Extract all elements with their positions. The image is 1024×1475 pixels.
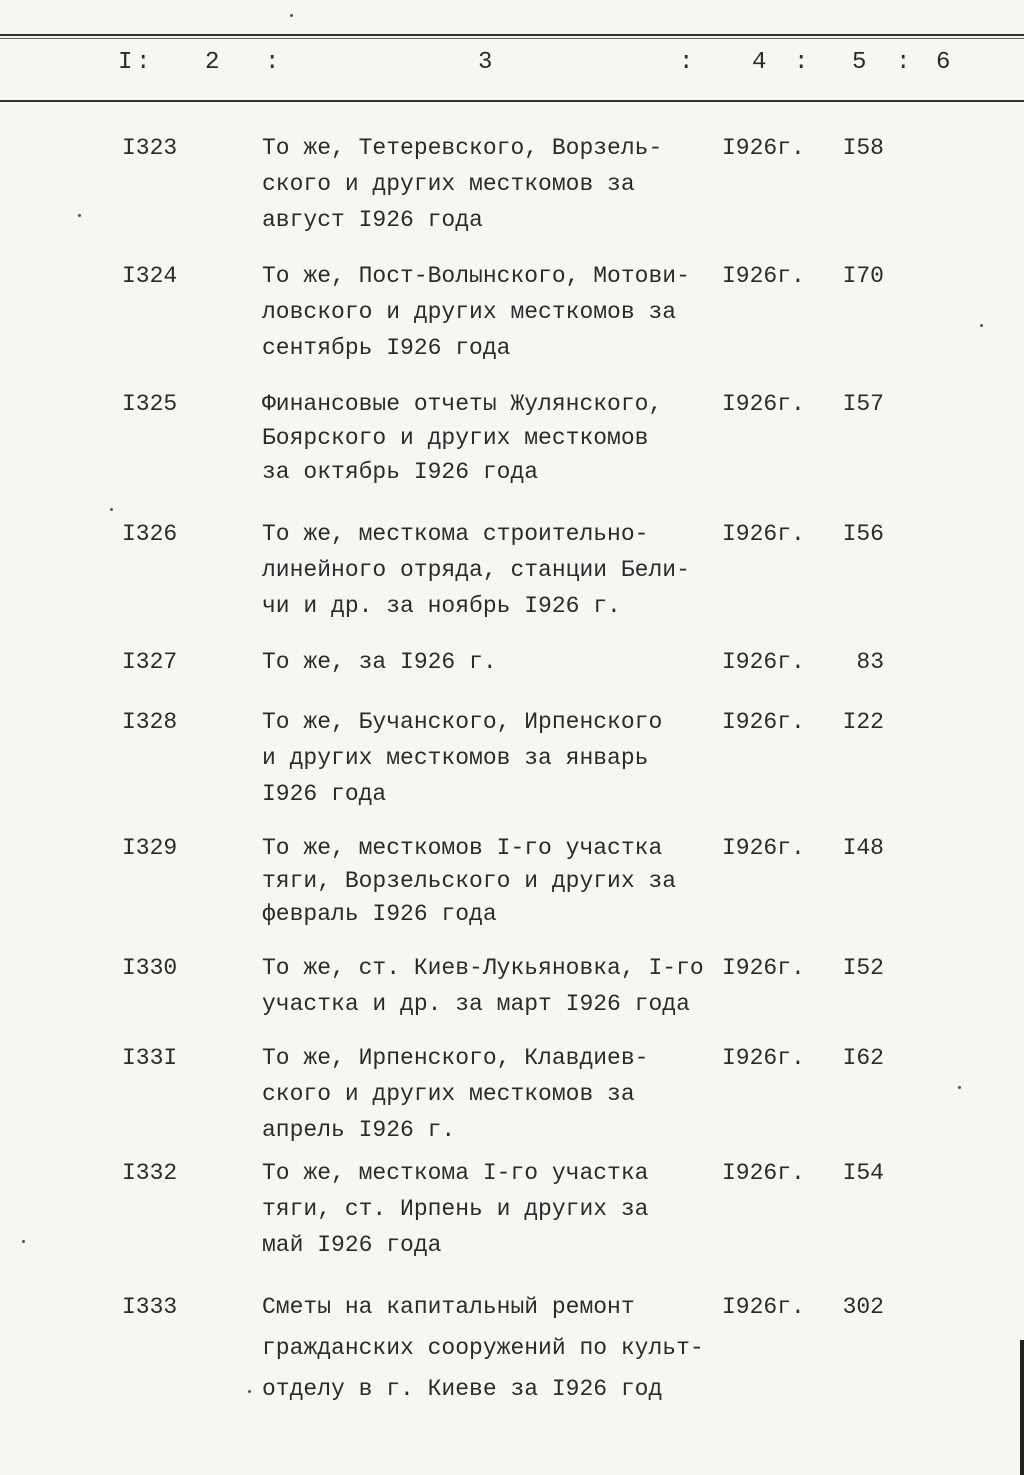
item-sheet-count: 302 bbox=[842, 1294, 884, 1320]
item-year: I926г. bbox=[722, 135, 805, 161]
item-number: I33I bbox=[122, 1045, 178, 1071]
description-line: тяги, Ворзельского и других за bbox=[262, 868, 677, 894]
description-line: чи и др. за ноябрь I926 г. bbox=[262, 593, 621, 619]
description-line: ского и других месткомов за bbox=[262, 171, 635, 197]
description-line: То же, Ирпенского, Клавдиев- bbox=[262, 1045, 649, 1071]
header-sep-5: : bbox=[896, 49, 911, 76]
header-sep-3: : bbox=[679, 49, 694, 76]
description-line: ского и других месткомов за bbox=[262, 1081, 635, 1107]
item-description bbox=[262, 645, 732, 679]
item-description bbox=[262, 1040, 732, 1148]
item-description bbox=[262, 704, 732, 812]
item-sheet-count: I22 bbox=[842, 709, 884, 735]
item-year: I926г. bbox=[722, 835, 805, 861]
item-number: I328 bbox=[122, 709, 178, 735]
description-line: То же, Пост-Волынского, Мотови- bbox=[262, 263, 690, 289]
item-sheet-count: 83 bbox=[856, 649, 884, 675]
item-number: I333 bbox=[122, 1294, 178, 1320]
paper-speck bbox=[22, 1240, 25, 1243]
header-col2: 2 bbox=[205, 49, 220, 76]
item-year: I926г. bbox=[722, 1294, 805, 1320]
description-line: гражданских сооружений по культ- bbox=[262, 1335, 704, 1361]
item-year: I926г. bbox=[722, 955, 805, 981]
description-line: участка и др. за март I926 года bbox=[262, 991, 690, 1017]
header-col5: 5 bbox=[852, 49, 867, 76]
item-sheet-count: I57 bbox=[842, 391, 884, 417]
item-number: I330 bbox=[122, 955, 178, 981]
item-year: I926г. bbox=[722, 649, 805, 675]
header-top-rule bbox=[0, 34, 1024, 36]
scan-edge-shadow bbox=[1020, 1340, 1024, 1475]
header-sep-1: : bbox=[136, 49, 151, 76]
header-sep-4: : bbox=[794, 49, 809, 76]
item-description bbox=[262, 387, 732, 489]
item-number: I332 bbox=[122, 1160, 178, 1186]
item-year: I926г. bbox=[722, 521, 805, 547]
description-line: Боярского и других месткомов bbox=[262, 425, 649, 451]
item-sheet-count: I56 bbox=[842, 521, 884, 547]
description-line: и других месткомов за январь bbox=[262, 745, 649, 771]
paper-speck bbox=[980, 324, 983, 327]
item-description bbox=[262, 130, 732, 238]
item-sheet-count: I54 bbox=[842, 1160, 884, 1186]
description-line: февраль I926 года bbox=[262, 901, 497, 927]
item-sheet-count: I70 bbox=[842, 263, 884, 289]
paper-speck bbox=[958, 1086, 961, 1089]
item-year: I926г. bbox=[722, 263, 805, 289]
description-line: ловского и других месткомов за bbox=[262, 299, 677, 325]
description-line: То же, месткома I-го участка bbox=[262, 1160, 649, 1186]
description-line: май I926 года bbox=[262, 1232, 442, 1258]
item-year: I926г. bbox=[722, 709, 805, 735]
header-col1: I bbox=[118, 49, 133, 76]
paper-speck bbox=[290, 14, 293, 17]
item-sheet-count: I48 bbox=[842, 835, 884, 861]
header-top-rule-thin bbox=[0, 38, 1024, 39]
header-bottom-rule bbox=[0, 100, 1024, 102]
description-line: То же, ст. Киев-Лукьяновка, I-го bbox=[262, 955, 704, 981]
item-number: I329 bbox=[122, 835, 178, 861]
item-sheet-count: I62 bbox=[842, 1045, 884, 1071]
item-description bbox=[262, 516, 732, 624]
description-line: отделу в г. Киеве за I926 год bbox=[262, 1376, 663, 1402]
header-col3: 3 bbox=[478, 49, 493, 76]
header-sep-2: : bbox=[265, 49, 280, 76]
description-line: То же, месткома строительно- bbox=[262, 521, 649, 547]
item-description bbox=[262, 832, 732, 931]
description-line: Финансовые отчеты Жулянского, bbox=[262, 391, 663, 417]
item-number: I323 bbox=[122, 135, 178, 161]
item-description bbox=[262, 1155, 732, 1263]
item-number: I325 bbox=[122, 391, 178, 417]
description-line: август I926 года bbox=[262, 207, 483, 233]
item-year: I926г. bbox=[722, 1045, 805, 1071]
description-line: То же, за I926 г. bbox=[262, 649, 497, 675]
description-line: тяги, ст. Ирпень и других за bbox=[262, 1196, 649, 1222]
description-line: апрель I926 г. bbox=[262, 1117, 456, 1143]
description-line: за октябрь I926 года bbox=[262, 459, 539, 485]
item-number: I324 bbox=[122, 263, 178, 289]
paper-speck bbox=[248, 1390, 251, 1393]
description-line: линейного отряда, станции Бели- bbox=[262, 557, 690, 583]
description-line: Сметы на капитальный ремонт bbox=[262, 1294, 635, 1320]
item-sheet-count: I58 bbox=[842, 135, 884, 161]
description-line: То же, Бучанского, Ирпенского bbox=[262, 709, 663, 735]
item-number: I326 bbox=[122, 521, 178, 547]
description-line: То же, Тетеревского, Ворзель- bbox=[262, 135, 663, 161]
header-col4: 4 bbox=[752, 49, 767, 76]
item-description bbox=[262, 950, 732, 1022]
header-col6: 6 bbox=[936, 49, 951, 76]
description-line: сентябрь I926 года bbox=[262, 335, 511, 361]
item-year: I926г. bbox=[722, 1160, 805, 1186]
item-description bbox=[262, 1287, 732, 1410]
item-year: I926г. bbox=[722, 391, 805, 417]
paper-speck bbox=[78, 214, 81, 217]
description-line: I926 года bbox=[262, 781, 387, 807]
paper-speck bbox=[110, 508, 113, 511]
item-description bbox=[262, 258, 732, 366]
item-number: I327 bbox=[122, 649, 178, 675]
description-line: То же, месткомов I-го участка bbox=[262, 835, 663, 861]
item-sheet-count: I52 bbox=[842, 955, 884, 981]
